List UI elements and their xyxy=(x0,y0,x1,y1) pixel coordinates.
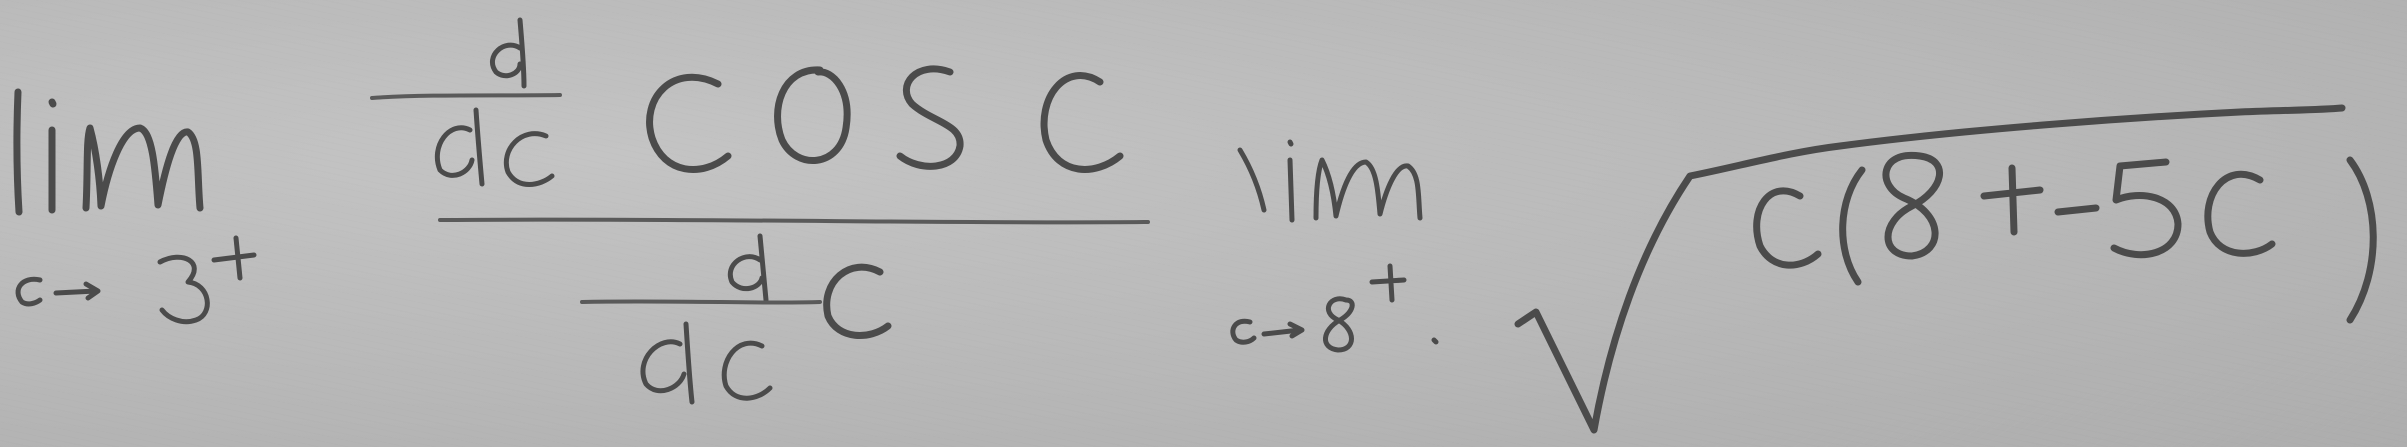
limit-2 xyxy=(1233,142,1436,350)
square-root xyxy=(1518,108,2373,430)
denominator xyxy=(582,236,888,402)
radicand xyxy=(1757,155,2374,320)
fraction-bar xyxy=(440,220,1148,223)
numerator-cos-c xyxy=(650,69,1120,170)
limit-1 xyxy=(17,92,254,322)
lim-word-2 xyxy=(1240,142,1420,220)
lim-word-1 xyxy=(17,92,200,212)
numerator-derivative-operator xyxy=(372,20,560,185)
limit-1-subscript xyxy=(18,238,254,322)
limit-2-subscript xyxy=(1233,266,1436,350)
fraction-1 xyxy=(372,20,1148,402)
